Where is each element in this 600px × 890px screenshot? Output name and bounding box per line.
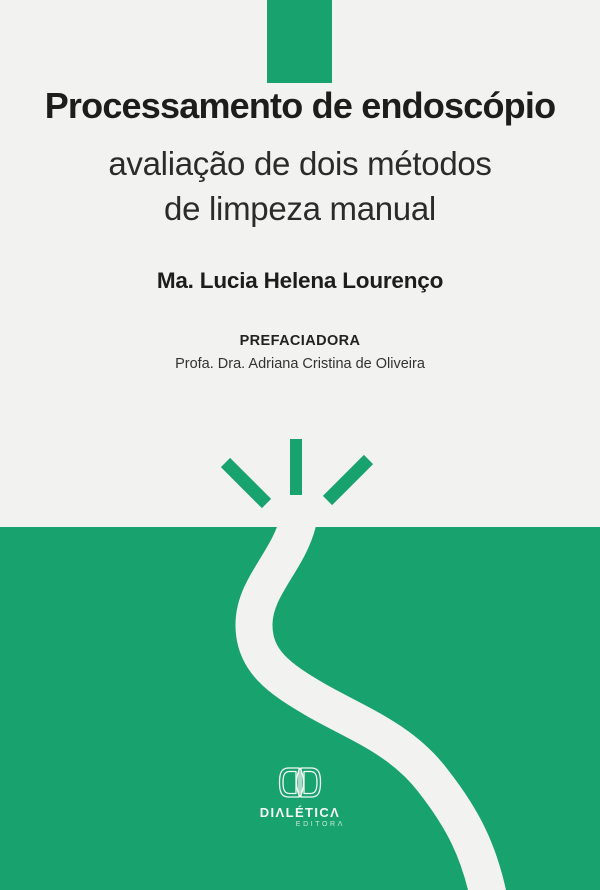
top-accent-bar	[267, 0, 332, 83]
publisher-tagline: EDITORΛ	[295, 821, 345, 828]
preface-author-name: Profa. Dra. Adriana Cristina de Oliveira	[175, 356, 425, 372]
subtitle-line-2: de limpeza manual	[164, 190, 436, 227]
book-title: Processamento de endoscópio	[44, 85, 556, 126]
author-name: Ma. Lucia Helena Lourenço	[156, 268, 444, 293]
endoscope-cable-path	[254, 527, 489, 890]
open-book-logo-icon	[278, 766, 322, 799]
book-center-pages	[297, 768, 304, 797]
subtitle-line-1: avaliação de dois métodos	[108, 145, 492, 182]
book-subtitle	[0, 141, 600, 231]
shine-ray-right	[323, 455, 373, 505]
shine-ray-left	[221, 458, 271, 508]
bottom-green-panel	[0, 527, 600, 890]
shine-ray-middle	[290, 439, 302, 495]
shine-rays-icon	[210, 430, 390, 515]
endoscope-cable-illustration	[0, 527, 600, 890]
publisher-name: DIΛLÉTICΛ	[259, 805, 341, 820]
preface-role-label: PREFACIADORA	[239, 333, 361, 349]
publisher-logo	[252, 766, 348, 828]
